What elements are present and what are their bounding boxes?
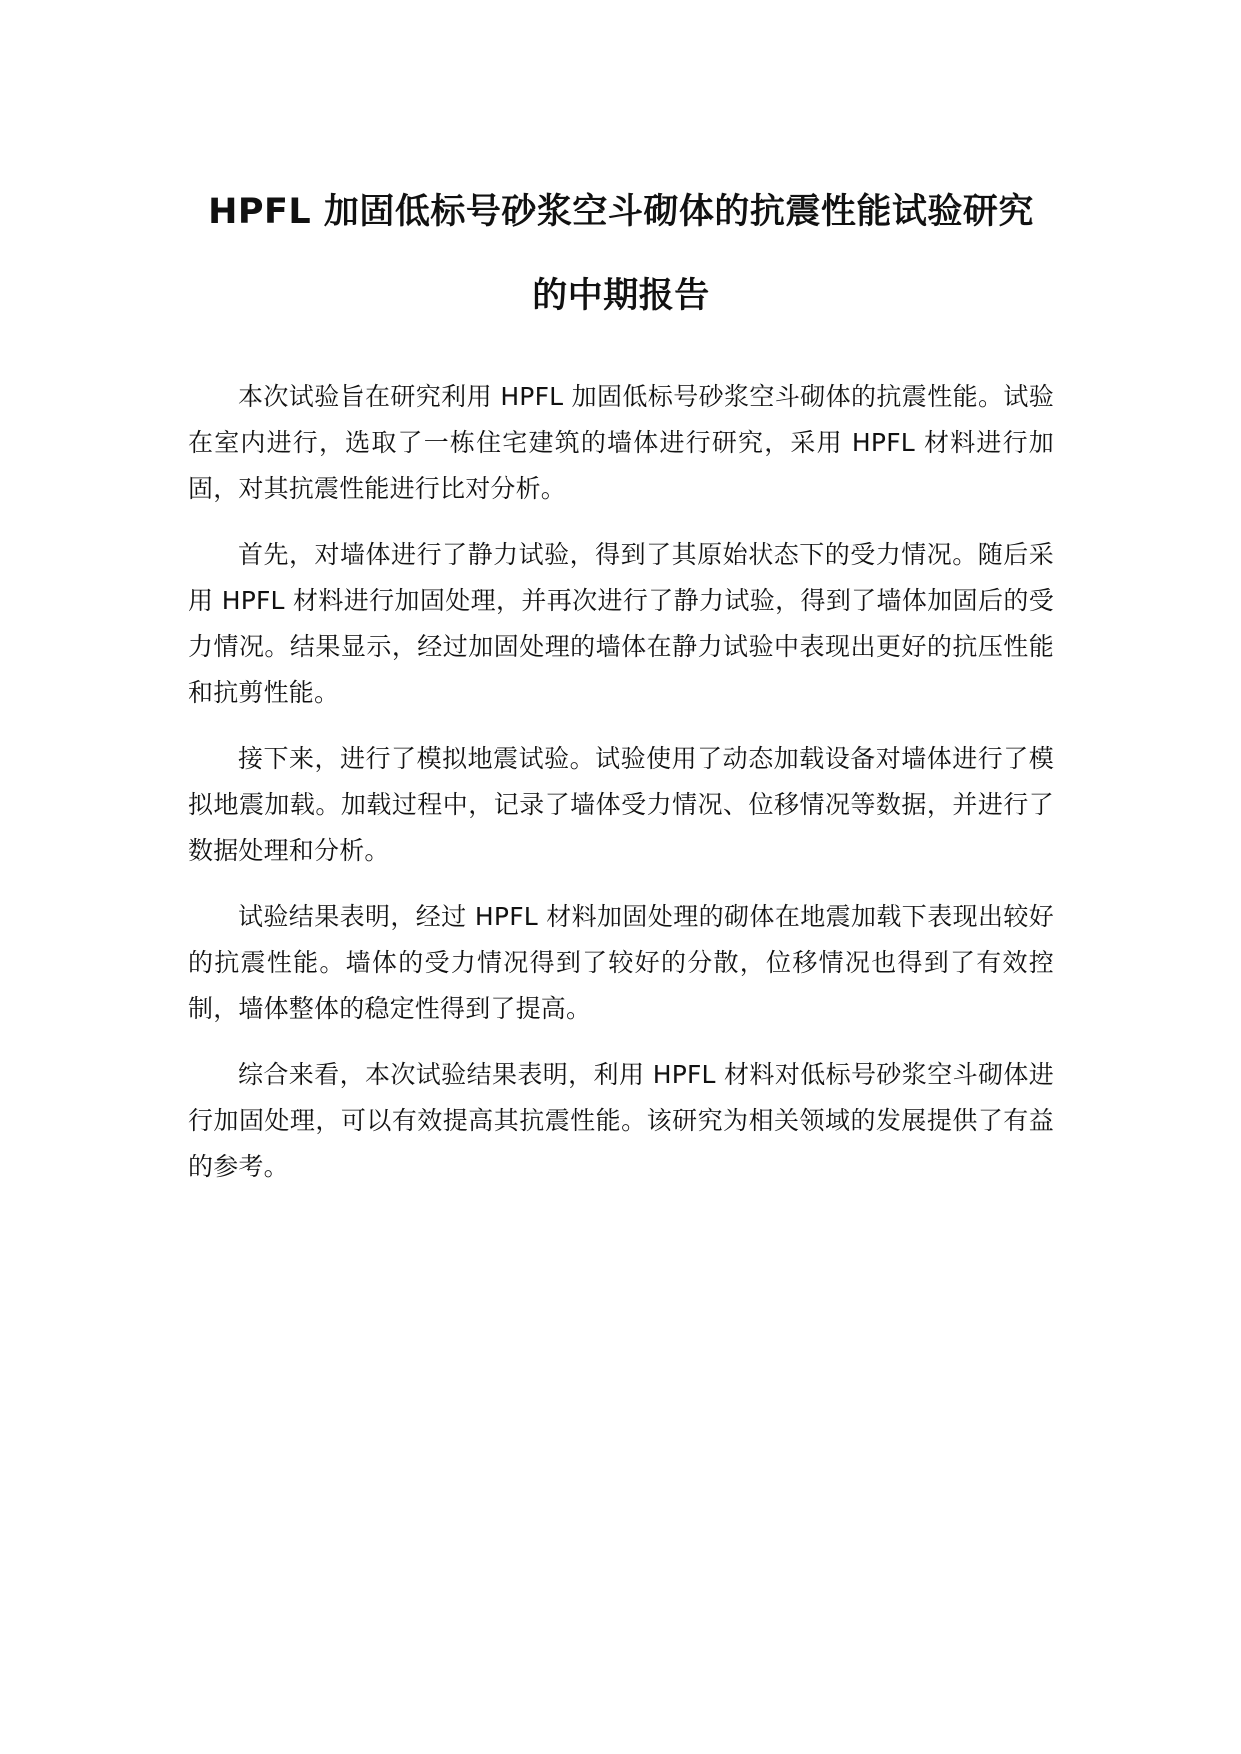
paragraph: 首先，对墙体进行了静力试验，得到了其原始状态下的受力情况。随后采用 HPFL 材料进行加固处理，并再次进行了静力试验，得到了墙体加固后的受力情况。结果显示，经过加固处理的墙体在静力试验中表现出更好的抗压性能和抗剪性能。 (188, 540, 1054, 707)
paragraph: 试验结果表明，经过 HPFL 材料加固处理的砌体在地震加载下表现出较好的抗震性能。墙体的受力情况得到了较好的分散，位移情况也得到了有效控制，墙体整体的稳定性得到了提高。 (188, 902, 1054, 1023)
document-title (188, 170, 1054, 338)
paragraph: 接下来，进行了模拟地震试验。试验使用了动态加载设备对墙体进行了模拟地震加载。加载过程中，记录了墙体受力情况、位移情况等数据，并进行了数据处理和分析。 (188, 744, 1054, 865)
paragraph: 综合来看，本次试验结果表明，利用 HPFL 材料对低标号砂浆空斗砌体进行加固处理，可以有效提高其抗震性能。该研究为相关领域的发展提供了有益的参考。 (188, 1060, 1054, 1181)
document-body (188, 374, 1054, 1210)
title-line-2: 的中期报告 (532, 276, 710, 316)
title-line-1: HPFL 加固低标号砂浆空斗砌体的抗震性能试验研究 (208, 192, 1034, 232)
paragraph: 本次试验旨在研究利用 HPFL 加固低标号砂浆空斗砌体的抗震性能。试验在室内进行，选取了一栋住宅建筑的墙体进行研究，采用 HPFL 材料进行加固，对其抗震性能进行比对分析。 (188, 382, 1054, 503)
